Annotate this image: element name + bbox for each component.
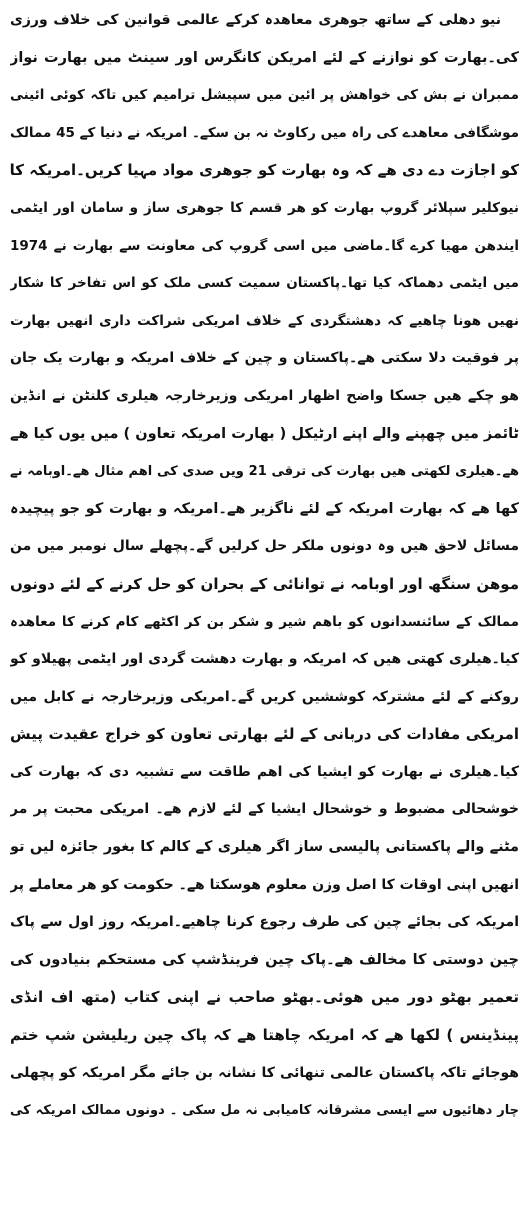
- text-line: نیوکلیر سپلائر گروپ بھارت کو ھر قسم کا جوھری ساز و سامان اور ایٹمی: [10, 199, 519, 216]
- text-line: ھو چکے ھیں جسکا واضح اظھار امریکی وزیرخارجہ ھیلری کلنٹن نے انڈین: [10, 387, 519, 404]
- text-line: چار دھائیوں سے ایسی مشرقانہ کامیابی نہ مل سکی ۔ دونوں ممالک امریکہ کی: [10, 1103, 519, 1119]
- text-line: پینڈینس ) لکھا ھے کہ امریکہ چاھتا ھے کہ پاک چین ریلیشن شپ ختم: [10, 1026, 519, 1045]
- text-line: کھا ھے کہ بھارت امریکہ کے لئے ناگزیر ھے۔امریکہ و بھارت کو جو پیچیدہ: [10, 500, 519, 517]
- text-line: ھوجائے تاکہ پاکستان عالمی تنھائی کا نشانہ بن جائے مگر امریکہ کو پچھلی: [10, 1064, 519, 1081]
- text-line: موشگافی معاھدے کی راہ میں رکاوٹ نہ بن سکے۔ امریکہ نے دنیا کے 45 ممالک: [10, 124, 519, 141]
- text-line: کی۔بھارت کو نوازنے کے لئے امریکن کانگرس اور سینٹ میں بھارت نواز: [10, 49, 519, 66]
- text-line: کو اجازت دے دی ھے کہ وہ بھارت کو جوھری مواد مہیا کریں۔امریکہ کا: [10, 161, 519, 180]
- text-line: میں ایٹمی دھماکہ کیا تھا۔پاکستان سمیت کسی ملک کو اس تفاخر کا شکار: [10, 275, 519, 292]
- text-line: چین دوستی کا مخالف ھے۔پاک چین فرینڈشپ کی مستحکم بنیادوں کی: [10, 951, 519, 968]
- text-line: مٹنے والے پاکستانی پالیسی ساز اگر ھیلری کے کالم کا بغور جائزہ لیں تو: [10, 839, 519, 856]
- article-text: [10, 2, 519, 1130]
- text-line: امریکہ کی بجائے چین کی طرف رجوع کرنا چاھیے۔امریکہ روز اول سے پاک: [10, 914, 519, 931]
- text-line: انھیں اپنی اوقات کا اصل وزن معلوم ھوسکتا ھے۔ حکومت کو ھر معاملے پر: [10, 876, 519, 893]
- text-line: ٹائمز میں چھپنے والے اپنے ارٹیکل ( بھارت امریکہ تعاون ) میں یوں کیا ھے: [10, 425, 519, 442]
- text-line: کیا۔ھیلری کھتی ھیں کہ امریکہ و بھارت دھشت گردی اور ایٹمی پھیلاو کو: [10, 651, 519, 668]
- text-line: امریکی مفادات کی دربانی کے لئے بھارتی تعاون کو خراج عقیدت پیش: [10, 725, 519, 744]
- text-line: ایندھن مھیا کرے گا۔ماضی میں اسی گروپ کی معاونت سے بھارت نے 1974: [10, 237, 519, 254]
- text-line: پر فوقیت دلا سکتی ھے۔پاکستان و چین کے خلاف امریکہ و بھارت یک جان: [10, 350, 519, 367]
- text-line: تعمیر بھٹو دور میں ھوئی۔بھٹو صاحب نے اپنی کتاب (متھ اف انڈی: [10, 988, 519, 1007]
- text-line: روکنے کے لئے مشترکہ کوششیں کریں گے۔امریکی وزیرخارجہ نے کابل میں: [10, 688, 519, 705]
- text-line: موھن سنگھ اور اوبامہ نے توانائی کے بحران کو حل کرنے کے لئے دونوں: [10, 574, 519, 593]
- text-line: نیو دھلی کے ساتھ جوھری معاھدہ کرکے عالمی قوانین کی خلاف ورزی: [10, 12, 501, 28]
- text-line: ممبران نے بش کی خواھش پر ائین میں سپیشل ترامیم کیں تاکہ کوئی ائینی: [10, 87, 519, 104]
- text-line: ھے۔ھیلری لکھتی ھیں بھارت کی ترقی 21 ویں صدی کی اھم مثال ھے۔اوبامہ نے: [10, 464, 519, 480]
- text-line: خوشحالی مضبوط و خوشحال ایشیا کے لئے لازم ھے۔ امریکی محبت پر مر: [10, 801, 519, 818]
- text-line: کیا۔ھیلری نے بھارت کو ایشیا کی اھم طاقت سے تشبیہ دی کہ بھارت کی: [10, 763, 519, 780]
- text-line: مسائل لاحق ھیں وہ دونوں ملکر حل کرلیں گے۔پچھلے سال نومبر میں من: [10, 538, 519, 555]
- text-line: نھیں ھونا چاھیے کہ دھشتگردی کے خلاف امریکی شراکت داری انھیں بھارت: [10, 312, 519, 329]
- text-line: ممالک کے سائنسدانوں کو باھم شیر و شکر بن کر اکٹھے کام کرنے کا معاھدہ: [10, 613, 519, 630]
